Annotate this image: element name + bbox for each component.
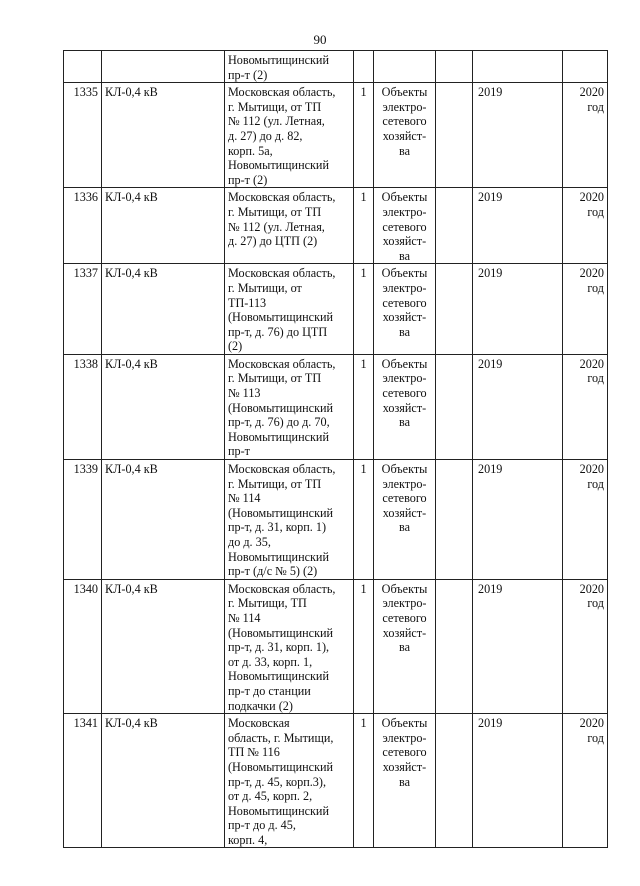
row-number bbox=[64, 83, 102, 188]
year-cell bbox=[473, 83, 563, 188]
object-type-cell bbox=[374, 579, 436, 713]
year-cell bbox=[473, 714, 563, 848]
plan-year-cell-text: 2020 год bbox=[579, 356, 604, 386]
object-type-cell bbox=[374, 83, 436, 188]
year-cell bbox=[473, 579, 563, 713]
object-type-cell-text: Объекты электро- сетевого хозяйст- ва bbox=[381, 266, 428, 339]
year-cell-text: 2019 bbox=[478, 190, 503, 205]
address-cell bbox=[225, 714, 354, 848]
year-cell-text: 2019 bbox=[478, 266, 503, 281]
object-name-text: КЛ-0,4 кВ bbox=[105, 581, 158, 596]
object-name bbox=[102, 354, 225, 459]
table-cell bbox=[436, 51, 473, 83]
row-number-text: 1337 bbox=[73, 266, 98, 281]
address-cell-text: Московская область, г. Мытищи, от ТП № 114 (Новомытищинский пр-т, д. 31, корп. 1) до д. 35, Новомытищинский пр-т (д/с № 5) (2) bbox=[228, 462, 336, 579]
object-type-cell bbox=[374, 460, 436, 580]
address-cell bbox=[225, 264, 354, 355]
table-row bbox=[64, 188, 608, 264]
object-name-text: КЛ-0,4 кВ bbox=[105, 266, 158, 281]
quantity-cell-text: 1 bbox=[360, 266, 367, 281]
quantity-cell-text: 1 bbox=[360, 356, 367, 371]
quantity-cell-text: 1 bbox=[360, 190, 367, 205]
object-type-cell-text: Объекты электро- сетевого хозяйст- ва bbox=[381, 85, 428, 158]
quantity-cell-text: 1 bbox=[360, 462, 367, 477]
address-cell: Новомытищинский пр-т (2) bbox=[225, 51, 354, 83]
table-cell bbox=[563, 51, 608, 83]
row-number bbox=[64, 460, 102, 580]
row-number bbox=[64, 264, 102, 355]
plan-year-cell-text: 2020 год bbox=[579, 581, 604, 611]
quantity-cell bbox=[354, 460, 374, 580]
plan-year-cell bbox=[563, 264, 608, 355]
quantity-cell-text: 1 bbox=[360, 581, 367, 596]
row-number bbox=[64, 188, 102, 264]
address-cell-text: Московская область, г. Мытищи, от ТП № 112 (ул. Летная, д. 27) до д. 82, корп. 5а, Новомытищинский пр-т (2) bbox=[228, 85, 336, 187]
object-type-cell bbox=[374, 714, 436, 848]
row-number-text: 1335 bbox=[73, 85, 98, 100]
quantity-cell bbox=[354, 579, 374, 713]
object-name-text: КЛ-0,4 кВ bbox=[105, 85, 158, 100]
empty-cell bbox=[436, 460, 473, 580]
table-cell bbox=[473, 51, 563, 83]
plan-year-cell bbox=[563, 714, 608, 848]
year-cell-text: 2019 bbox=[478, 356, 503, 371]
table-row bbox=[64, 354, 608, 459]
object-type-cell bbox=[374, 188, 436, 264]
address-cell-text: Московская область, г. Мытищи, от ТП № 112 (ул. Летная, д. 27) до ЦТП (2) bbox=[228, 190, 336, 249]
empty-cell bbox=[436, 264, 473, 355]
quantity-cell bbox=[354, 83, 374, 188]
plan-year-cell bbox=[563, 579, 608, 713]
empty-cell bbox=[436, 714, 473, 848]
row-number-text: 1336 bbox=[73, 190, 98, 205]
table-cell bbox=[102, 51, 225, 83]
address-cell bbox=[225, 354, 354, 459]
page-number: 90 bbox=[313, 32, 327, 47]
empty-cell bbox=[436, 579, 473, 713]
quantity-cell-text: 1 bbox=[360, 716, 367, 731]
object-name-text: КЛ-0,4 кВ bbox=[105, 716, 158, 731]
object-type-cell bbox=[374, 264, 436, 355]
table-row bbox=[64, 83, 608, 188]
address-cell-text: Московская область, г. Мытищи, ТП № 114 (Новомытищинский пр-т, д. 31, корп. 1), от д. 33, корп. 1, Новомытищинский пр-т до станции подкачки (2) bbox=[228, 581, 336, 713]
quantity-cell bbox=[354, 354, 374, 459]
year-cell bbox=[473, 188, 563, 264]
object-type-cell bbox=[374, 354, 436, 459]
object-type-cell-text: Объекты электро- сетевого хозяйст- ва bbox=[381, 356, 428, 430]
object-type-cell-text: Объекты электро- сетевого хозяйст- ва bbox=[381, 581, 428, 655]
empty-cell bbox=[436, 188, 473, 264]
object-name bbox=[102, 460, 225, 580]
empty-cell bbox=[436, 354, 473, 459]
object-name bbox=[102, 714, 225, 848]
row-number-text: 1340 bbox=[73, 581, 98, 596]
table-cell bbox=[64, 51, 102, 83]
object-type-cell-text: Объекты электро- сетевого хозяйст- ва bbox=[381, 716, 428, 789]
year-cell-text: 2019 bbox=[478, 716, 503, 731]
table-cell bbox=[374, 51, 436, 83]
year-cell-text: 2019 bbox=[478, 462, 503, 477]
object-name bbox=[102, 188, 225, 264]
year-cell-text: 2019 bbox=[478, 85, 503, 100]
address-cell bbox=[225, 579, 354, 713]
quantity-cell bbox=[354, 188, 374, 264]
row-number-text: 1339 bbox=[73, 462, 98, 477]
address-cell-text: Московская область, г. Мытищи, ТП № 116 (Новомытищинский пр-т, д. 45, корп.3), от д. 45, корп. 2, Новомытищинский пр-т до д. 45, корп. 4, bbox=[228, 716, 334, 847]
row-number bbox=[64, 579, 102, 713]
row-number bbox=[64, 714, 102, 848]
object-name bbox=[102, 264, 225, 355]
quantity-cell-text: 1 bbox=[360, 85, 367, 100]
address-cell-text: Московская область, г. Мытищи, от ТП-113 (Новомытищинский пр-т, д. 76) до ЦТП (2) bbox=[228, 266, 336, 354]
row-number-text: 1341 bbox=[73, 716, 98, 731]
table-cell bbox=[354, 51, 374, 83]
address-cell bbox=[225, 83, 354, 188]
address-cell-text: Московская область, г. Мытищи, от ТП № 113 (Новомытищинский пр-т, д. 76) до д. 70, Новомытищинский пр-т bbox=[228, 356, 336, 459]
year-cell-text: 2019 bbox=[478, 581, 503, 596]
object-name-text: КЛ-0,4 кВ bbox=[105, 356, 158, 371]
object-name-text: КЛ-0,4 кВ bbox=[105, 190, 158, 205]
row-number bbox=[64, 354, 102, 459]
plan-year-cell bbox=[563, 354, 608, 459]
continuation-row bbox=[64, 51, 608, 83]
object-name bbox=[102, 579, 225, 713]
registry-table bbox=[63, 50, 608, 848]
address-cell bbox=[225, 460, 354, 580]
year-cell bbox=[473, 264, 563, 355]
table-row bbox=[64, 264, 608, 355]
table-row bbox=[64, 579, 608, 713]
address-cell bbox=[225, 188, 354, 264]
table-row bbox=[64, 460, 608, 580]
year-cell bbox=[473, 354, 563, 459]
quantity-cell bbox=[354, 264, 374, 355]
table-row bbox=[64, 714, 608, 848]
quantity-cell bbox=[354, 714, 374, 848]
plan-year-cell-text: 2020 год bbox=[579, 716, 604, 745]
year-cell bbox=[473, 460, 563, 580]
plan-year-cell-text: 2020 год bbox=[579, 85, 604, 114]
plan-year-cell bbox=[563, 460, 608, 580]
plan-year-cell-text: 2020 год bbox=[579, 462, 604, 491]
row-number-text: 1338 bbox=[73, 356, 98, 371]
plan-year-cell-text: 2020 год bbox=[579, 266, 604, 295]
object-type-cell-text: Объекты электро- сетевого хозяйст- ва bbox=[381, 190, 428, 263]
object-type-cell-text: Объекты электро- сетевого хозяйст- ва bbox=[381, 462, 428, 535]
plan-year-cell-text: 2020 год bbox=[579, 190, 604, 219]
object-name-text: КЛ-0,4 кВ bbox=[105, 462, 158, 477]
plan-year-cell bbox=[563, 188, 608, 264]
empty-cell bbox=[436, 83, 473, 188]
object-name bbox=[102, 83, 225, 188]
plan-year-cell bbox=[563, 83, 608, 188]
